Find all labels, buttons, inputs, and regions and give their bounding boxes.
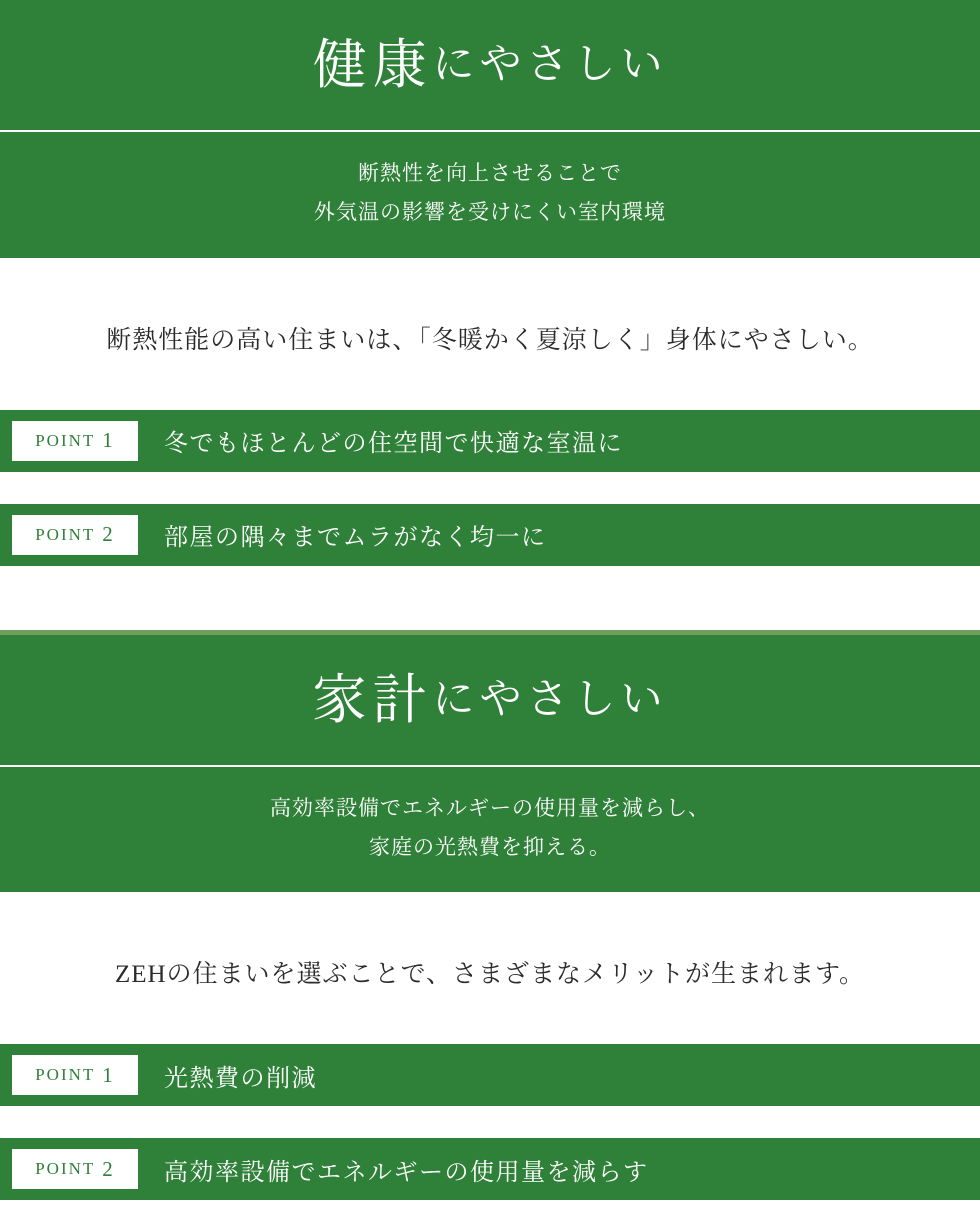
section-health-title xyxy=(0,0,980,132)
section-budget-lead-line-2: 家庭の光熱費を抑える。 xyxy=(369,834,611,859)
section-health-lead-line-2: 外気温の影響を受けにくい室内環境 xyxy=(314,199,666,224)
section-budget-title-main: 家計 xyxy=(312,669,433,730)
section-health-title-sub: にやさしい xyxy=(432,42,668,88)
point-text: 光熱費の削減 xyxy=(164,1065,317,1092)
section-health-point-1 xyxy=(0,410,980,472)
section-budget-lead-line-1: 高効率設備でエネルギーの使用量を減らし、 xyxy=(270,795,710,820)
point-text: 部屋の隅々までムラがなく均一に xyxy=(164,525,547,552)
section-health-title-main: 健康 xyxy=(312,35,433,95)
section-household-budget xyxy=(0,635,980,1201)
point-badge-label: POINT xyxy=(35,524,96,544)
section-budget-title-sub: にやさしい xyxy=(432,676,668,723)
section-budget-point-1 xyxy=(0,1044,980,1106)
point-badge xyxy=(12,421,138,461)
section-budget-lead xyxy=(0,767,980,893)
point-badge-label: POINT xyxy=(35,1159,96,1179)
section-health-lead-line-1: 断熱性を向上させることで xyxy=(358,161,622,185)
point-badge-label: POINT xyxy=(35,430,96,450)
point-badge xyxy=(12,1149,138,1189)
point-text: 高効率設備でエネルギーの使用量を減らす xyxy=(164,1159,649,1186)
point-row-gap xyxy=(0,482,980,504)
section-divider xyxy=(0,576,980,630)
point-badge-number: 2 xyxy=(102,522,115,547)
section-budget-band xyxy=(0,635,980,893)
point-row-gap xyxy=(0,1116,980,1138)
point-badge-number: 1 xyxy=(102,428,115,453)
point-badge-label: POINT xyxy=(35,1065,96,1085)
point-badge xyxy=(12,515,138,555)
section-health-lead xyxy=(0,132,980,258)
section-budget-intro: ZEHの住まいを選ぶことで、さまざまなメリットが生まれます。 xyxy=(0,892,980,1044)
section-health-intro: 断熱性能の高い住まいは、「冬暖かく夏涼しく」身体にやさしい。 xyxy=(0,258,980,410)
section-health-point-2 xyxy=(0,504,980,566)
point-badge-number: 2 xyxy=(102,1156,115,1181)
section-budget-point-2 xyxy=(0,1138,980,1200)
point-text: 冬でもほとんどの住空間で快適な室温に xyxy=(164,431,623,458)
section-budget-title xyxy=(0,635,980,767)
point-badge-number: 1 xyxy=(102,1062,115,1087)
section-health-band xyxy=(0,0,980,258)
point-badge xyxy=(12,1055,138,1095)
section-health xyxy=(0,0,980,566)
